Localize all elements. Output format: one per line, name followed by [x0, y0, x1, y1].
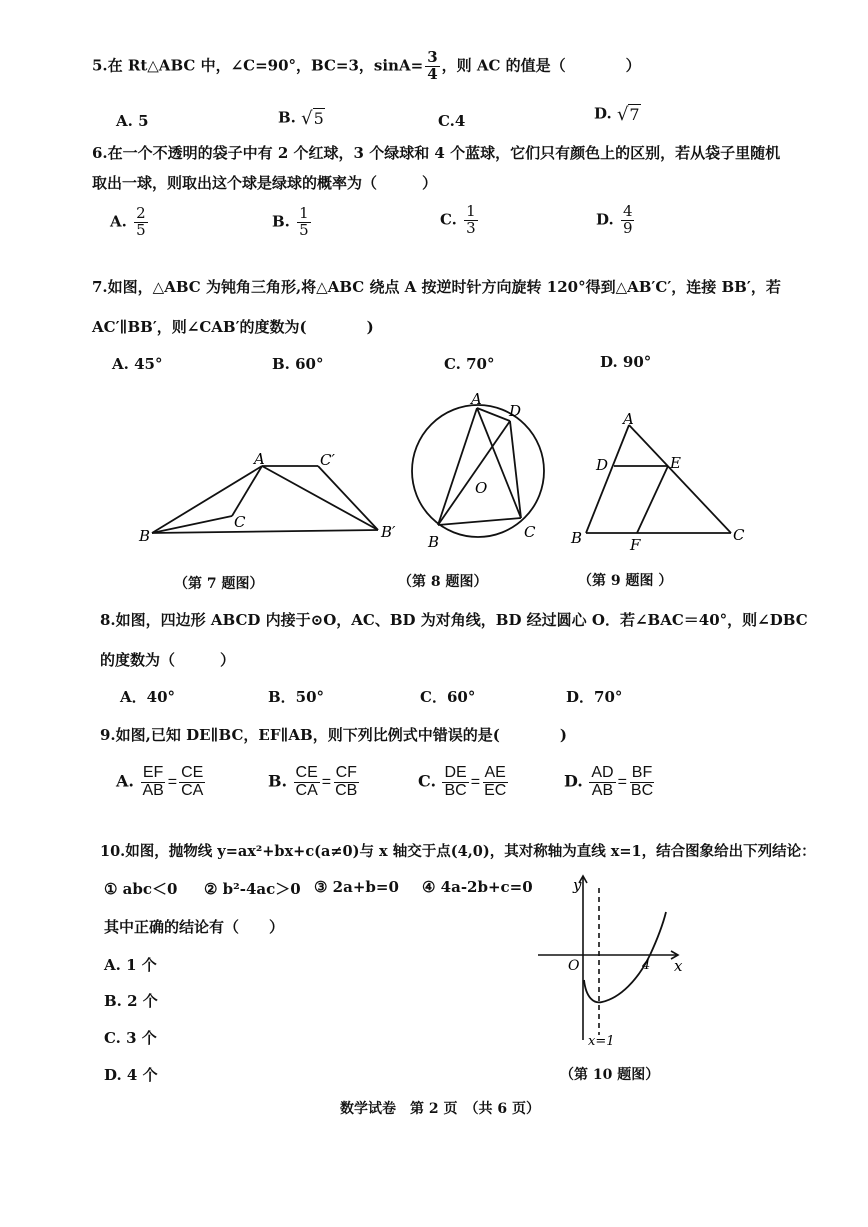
- figure-9: [586, 425, 731, 533]
- q5-stem-post: ，则 AC 的值是（ ）: [441, 56, 641, 75]
- q9-option-d: D. $\frac{AD}{AB}$ = $\frac{BF}{BC}$: [564, 764, 654, 799]
- q5-option-d: D. √7: [594, 104, 640, 125]
- figure-10: [530, 870, 690, 1050]
- q8-option-a: A．40°: [120, 688, 176, 706]
- fig7-label-c-prime: C′: [320, 451, 335, 469]
- fig8-label-d: D: [509, 402, 522, 420]
- q10-conclusion-3: ③ 2a+b=0: [314, 878, 399, 896]
- q6-option-b: B. $\frac{1}{5}$: [272, 204, 309, 239]
- figures-row: [0, 380, 868, 580]
- q5-option-c: C.4: [438, 112, 466, 130]
- fig10-label-x: x: [674, 957, 683, 975]
- fig7-label-b: B: [139, 527, 151, 545]
- q5-option-b: B. √5: [278, 108, 324, 129]
- q5-stem: [92, 50, 641, 83]
- q5-option-a: A. 5: [116, 112, 149, 130]
- fig7-caption: （第 7 题图）: [174, 576, 264, 592]
- q10-option-c: C. 3 个: [104, 1029, 157, 1047]
- q9-option-b: B. $\frac{CE}{CA}$ = $\frac{CF}{CB}$: [268, 764, 358, 799]
- fig8-caption: （第 8 题图）: [398, 574, 488, 590]
- q6-line1: 6.在一个不透明的袋子中有 2 个红球，3 个绿球和 4 个蓝球，它们只有颜色上的区别，若从袋子里随机: [92, 144, 781, 162]
- q10-conclusion-1: ① abc＜0: [104, 880, 178, 898]
- q8-line2: 的度数为（ ）: [100, 651, 236, 669]
- q6-option-c: C. $\frac{1}{3}$: [440, 202, 476, 237]
- fig9-label-f: F: [630, 536, 641, 554]
- q7-option-b: B. 60°: [272, 355, 324, 373]
- q9-option-a: A. $\frac{EF}{AB}$ = $\frac{CE}{CA}$: [116, 764, 204, 799]
- fig9-label-c: C: [733, 526, 745, 544]
- fig10-label-4: 4: [642, 958, 651, 973]
- q10-line1: 10.如图，抛物线 y=ax²+bx+c(a≠0)与 x 轴交于点(4,0)，其对称轴为直线 x=1，结合图象给出下列结论：: [100, 843, 816, 860]
- q7-option-c: C. 70°: [444, 355, 495, 373]
- q7-option-a: A. 45°: [112, 355, 163, 373]
- fig7-label-a: A: [254, 450, 265, 468]
- q9-line1: 9.如图,已知 DE∥BC，EF∥AB，则下列比例式中错误的是( ): [100, 726, 567, 744]
- fig8-label-b: B: [428, 533, 440, 551]
- page-footer: 数学试卷 第 2 页 （共 6 页）: [340, 1101, 540, 1117]
- q10-prompt: 其中正确的结论有（ ）: [104, 918, 285, 936]
- q6-option-a: A. $\frac{2}{5}$: [110, 204, 146, 239]
- q8-option-d: D．70°: [566, 688, 623, 706]
- q7-option-d: D. 90°: [600, 353, 652, 371]
- q7-line1: 7.如图，△ABC 为钝角三角形,将△ABC 绕点 A 按逆时针方向旋转 120°得到△AB′C′，连接 BB′，若: [92, 278, 781, 296]
- q5-stem-pre: 5.在 Rt△ABC 中，∠C=90°，BC=3，sinA=: [92, 56, 424, 75]
- q8-line1: 8.如图，四边形 ABCD 内接于⊙O，AC、BD 为对角线，BD 经过圆心 O．若∠BAC＝40°，则∠DBC: [100, 611, 808, 629]
- fig9-caption: （第 9 题图 ）: [578, 573, 673, 589]
- figure-7: [152, 466, 378, 533]
- q5-fraction: $\frac{3}{4}$: [427, 48, 438, 83]
- fig10-label-y: y: [573, 876, 582, 894]
- fig9-label-e: E: [670, 454, 681, 472]
- q6-option-d: D. $\frac{4}{9}$: [596, 202, 633, 237]
- q8-option-b: B．50°: [268, 688, 325, 706]
- q8-option-c: C．60°: [420, 688, 476, 706]
- fig10-caption: （第 10 题图）: [560, 1067, 660, 1083]
- q10-option-b: B. 2 个: [104, 992, 158, 1010]
- fig10-label-axis: x=1: [588, 1034, 615, 1049]
- q10-option-a: A. 1 个: [104, 956, 157, 974]
- fig7-label-c: C: [234, 513, 246, 531]
- fig9-label-d: D: [596, 456, 609, 474]
- figure-8: [412, 405, 544, 537]
- q7-line2: AC′∥BB′，则∠CAB′的度数为( ): [92, 318, 374, 336]
- q10-conclusion-4: ④ 4a-2b+c=0: [422, 878, 533, 896]
- q6-line2: 取出一球，则取出这个球是绿球的概率为（ ）: [92, 174, 438, 192]
- fig9-label-b: B: [571, 529, 583, 547]
- fig9-label-a: A: [623, 410, 634, 428]
- fig8-label-c: C: [524, 523, 536, 541]
- fig8-label-a: A: [471, 390, 482, 408]
- q10-conclusion-2: ② b²-4ac＞0: [204, 880, 301, 898]
- fig8-label-o: O: [475, 479, 488, 497]
- fig7-label-b-prime: B′: [381, 523, 396, 541]
- q9-option-c: C. $\frac{DE}{BC}$ = $\frac{AE}{EC}$: [418, 764, 507, 799]
- fig10-label-o: O: [568, 958, 580, 974]
- q10-option-d: D. 4 个: [104, 1066, 158, 1084]
